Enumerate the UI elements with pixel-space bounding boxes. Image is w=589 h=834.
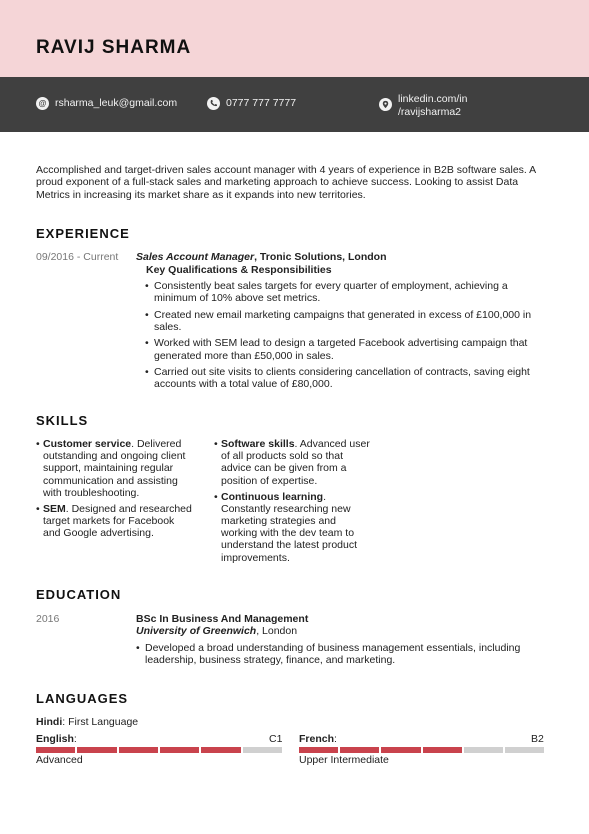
language-english-name: English: xyxy=(36,733,77,745)
job-subheading: Key Qualifications & Responsibilities xyxy=(146,264,332,277)
phone-contact[interactable] xyxy=(207,97,296,110)
job-company: , Tronic Solutions, London xyxy=(254,251,387,263)
level-segment xyxy=(299,747,338,753)
level-segment xyxy=(160,747,199,753)
skill-customer-service: • Customer service. Delivered outstanding and ongoing client support, maintaining regular communication and assisting with troubleshooting. xyxy=(36,438,194,499)
language-french-label: Upper Intermediate xyxy=(299,754,389,766)
level-segment xyxy=(119,747,158,753)
summary-paragraph: Accomplished and target-driven sales account manager with 4 years of experience in B2B software sales. A proud exponent of a full-stack sales and marketing approach to achieve success. Looking to assist Data Metrics in increasing its market share as it expands into new territories. xyxy=(36,164,536,201)
experience-date: 09/2016 - Current xyxy=(36,251,119,263)
location-pin-icon xyxy=(379,98,392,111)
level-segment xyxy=(243,747,282,753)
language-english-label: Advanced xyxy=(36,754,83,766)
level-segment xyxy=(381,747,420,753)
linkedin-line2: /ravijsharma2 xyxy=(398,105,462,118)
language-english-level: C1 xyxy=(269,733,283,745)
contact-bar xyxy=(0,77,589,132)
education-heading: EDUCATION xyxy=(36,587,122,602)
language-english-level-bar xyxy=(36,747,282,753)
job-role: Sales Account Manager xyxy=(136,251,255,263)
at-icon: @ xyxy=(36,97,49,110)
phone-icon xyxy=(207,97,220,110)
level-segment xyxy=(340,747,379,753)
skill-sem: • SEM. Designed and researched target markets for Facebook and Google advertising. xyxy=(36,503,194,540)
native-language: Hindi: First Language xyxy=(36,716,139,728)
phone-text: 0777 777 7777 xyxy=(226,97,297,110)
header-band xyxy=(0,0,589,77)
list-item: • Created new email marketing campaigns that generated in excess of £100,000 in sales. xyxy=(145,309,546,334)
skill-software-skills: • Software skills. Advanced user of all products sold so that advice can be given from a position of expertise. xyxy=(214,438,374,487)
level-segment xyxy=(77,747,116,753)
list-item: • Carried out site visits to clients considering cancellation of contracts, saving eight accounts with a total value of £80,000. xyxy=(145,366,546,391)
level-segment xyxy=(201,747,240,753)
university-location: , London xyxy=(256,625,298,638)
list-item: • Consistently beat sales targets for every quarter of employment, achieving a minimum of 10% above set metrics. xyxy=(145,280,546,305)
language-french-level: B2 xyxy=(531,733,544,745)
university-name: University of Greenwich xyxy=(136,625,257,638)
linkedin-line1: linkedin.com/in xyxy=(398,93,468,105)
level-segment xyxy=(505,747,544,753)
skills-right-column xyxy=(214,438,374,568)
linkedin-contact[interactable] xyxy=(379,93,467,118)
languages-heading: LANGUAGES xyxy=(36,691,129,706)
level-segment xyxy=(36,747,75,753)
list-item: • Worked with SEM lead to design a targeted Facebook advertising campaign that generated more than £50,000 in sales. xyxy=(145,337,546,362)
degree-title: BSc In Business And Management xyxy=(136,613,309,625)
level-segment xyxy=(464,747,503,753)
skills-heading: SKILLS xyxy=(36,413,89,428)
level-segment xyxy=(423,747,462,753)
experience-heading: EXPERIENCE xyxy=(36,226,130,241)
skills-left-column xyxy=(36,438,194,543)
language-french-level-bar xyxy=(299,747,544,753)
experience-entry xyxy=(136,251,546,395)
skill-continuous-learning: • Continuous learning. Constantly researching new marketing strategies and working with the dev team to understand the latest product improvements. xyxy=(214,491,374,564)
job-title-line xyxy=(136,251,546,263)
education-entry xyxy=(136,613,546,671)
education-bullets xyxy=(136,642,546,667)
university-line xyxy=(136,625,546,637)
experience-bullets xyxy=(145,280,546,391)
email-contact[interactable] xyxy=(36,97,177,110)
education-date: 2016 xyxy=(36,613,60,625)
candidate-name: RAVIJ SHARMA xyxy=(36,37,192,58)
email-text: rsharma_leuk@gmail.com xyxy=(55,97,178,110)
language-french-name: French: xyxy=(299,733,337,745)
list-item: • Developed a broad understanding of business management essentials, including leadership, business strategy, finance, and marketing. xyxy=(136,642,546,667)
